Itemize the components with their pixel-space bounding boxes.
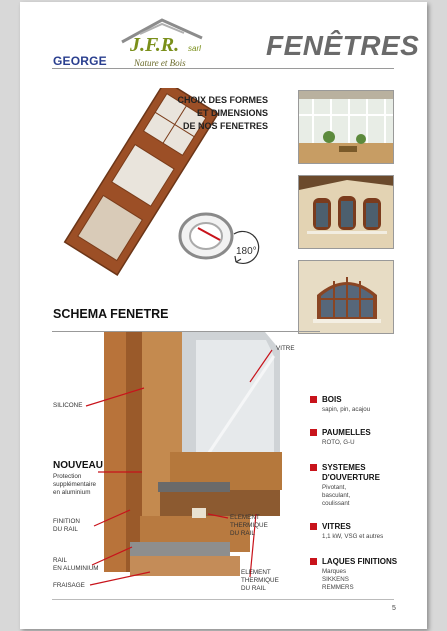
label-nouveau: NOUVEAU bbox=[53, 460, 104, 471]
bullet-square-icon bbox=[310, 464, 317, 471]
choix-formes-text: CHOIX DES FORMES ET DIMENSIONS DE NOS FENETRES bbox=[177, 95, 268, 131]
page-title: FENÊTRES bbox=[266, 30, 420, 61]
angle-label: 180° bbox=[236, 246, 257, 257]
legend-item-systemes: SYSTEMES D'OUVERTURE Pivotant, basculant, coulissant bbox=[310, 463, 410, 511]
bullet-square-icon bbox=[310, 396, 317, 403]
label-rail-aluminium: RAIL EN ALUMINIUM bbox=[53, 557, 99, 572]
legend-item-vitres: VITRES 1,1 kW, VSG et autres bbox=[310, 522, 410, 544]
label-element-thermique-1: ELEMENT THERMIQUE DU RAIL bbox=[230, 514, 268, 537]
label-nouveau-desc: Protection supplémentaire en aluminium bbox=[53, 473, 97, 496]
schema-title: SCHEMA FENETRE bbox=[53, 307, 169, 321]
label-element-thermique-2: ELEMENT THERMIQUE DU RAIL bbox=[241, 569, 279, 592]
logo-main-text: J.F.R. bbox=[130, 34, 180, 56]
label-finition-rail: FINITION DU RAIL bbox=[53, 518, 80, 533]
label-silicone: SILICONE bbox=[53, 402, 83, 409]
footer-divider bbox=[52, 599, 394, 600]
legend-item-paumelles: PAUMELLES ROTO, G-U bbox=[310, 428, 410, 450]
legend-item-laques: LAQUES FINITIONS Marques SIKKENS REMMERS bbox=[310, 557, 410, 597]
label-fraisage: FRAISAGE bbox=[53, 582, 85, 589]
brochure-page bbox=[20, 2, 427, 629]
logo-tagline: Nature et Bois bbox=[134, 58, 186, 68]
logo-sarl-text: sarl bbox=[188, 44, 201, 53]
bullet-square-icon bbox=[310, 429, 317, 436]
bullet-square-icon bbox=[310, 558, 317, 565]
legend-item-bois: BOIS sapin, pin, acajou bbox=[310, 395, 410, 417]
label-vitre: VITRE bbox=[276, 345, 295, 352]
page-number: 5 bbox=[392, 605, 396, 612]
brand-george: GEORGE bbox=[53, 54, 107, 68]
bullet-square-icon bbox=[310, 523, 317, 530]
